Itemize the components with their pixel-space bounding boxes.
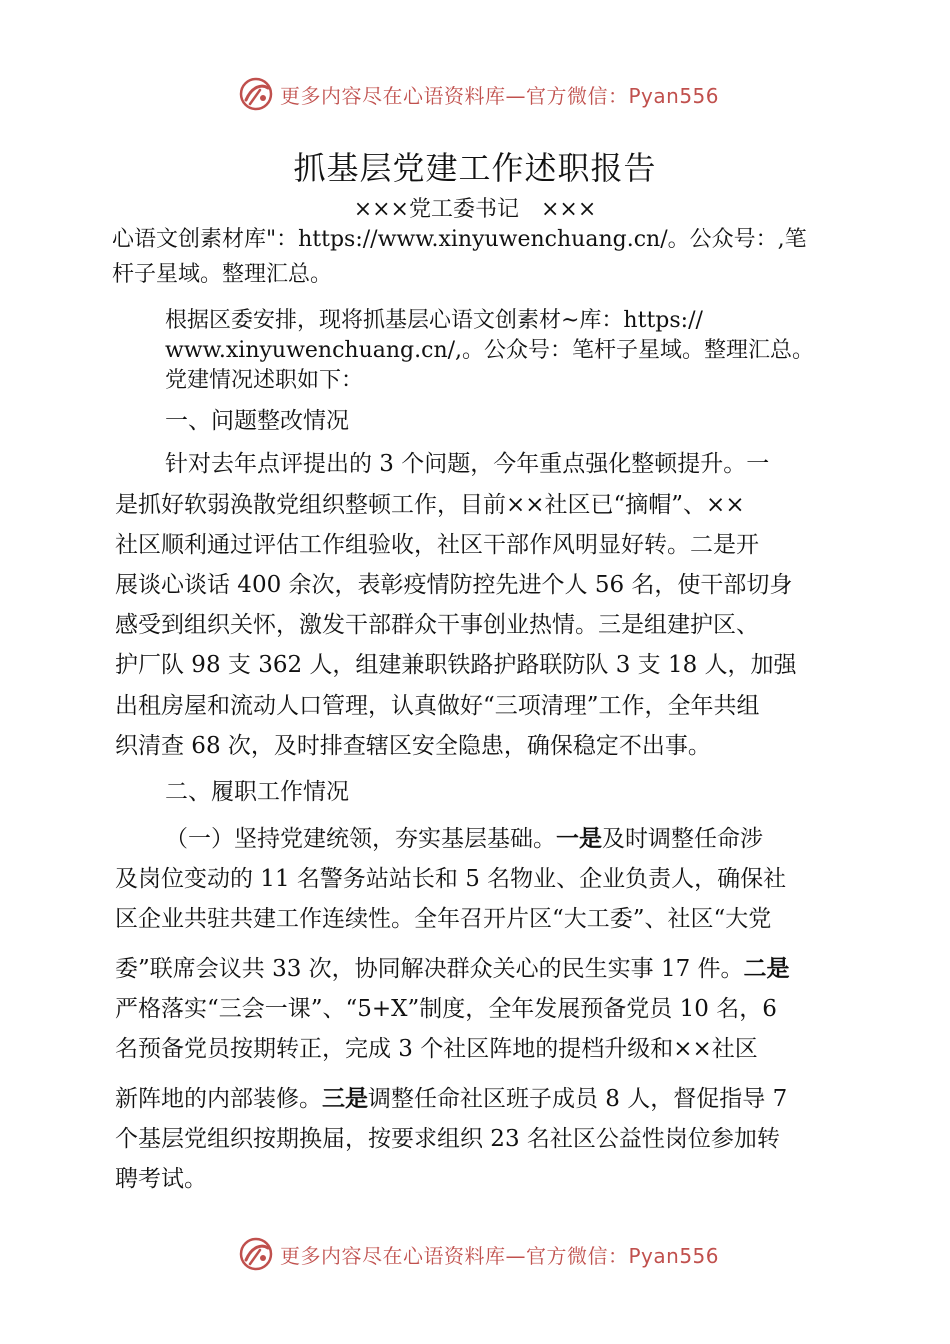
document-byline: ×××党工委书记 ××× [353, 197, 597, 222]
intro-line: 党建情况述职如下： [165, 368, 364, 393]
paragraph-line: 展谈心谈话 400 余次，表彰疫情防控先进个人 56 名，使干部切身 [115, 572, 793, 598]
banner-text: 更多内容尽在心语资料库—官方微信：Pyan556 [280, 84, 720, 108]
paragraph-line [165, 820, 763, 853]
paragraph-line: 护厂队 98 支 362 人，组建兼职铁路护路联防队 3 支 18 人，加强 [115, 652, 797, 678]
paragraph-line: 是抓好软弱涣散党组织整顿工作，目前××社区已“摘帽”、×× [115, 492, 745, 518]
brand-logo-icon [238, 1236, 274, 1272]
intro-line: www.xinyuwenchuang.cn/,。公众号：笔杆子星域。整理汇总。 [165, 338, 815, 363]
paragraph-line [115, 1080, 787, 1113]
text-run: 委”联席会议共 33 次，协同解决群众关心的民生实事 17 件。 [115, 956, 744, 982]
paragraph-line: 出租房屋和流动人口管理，认真做好“三项清理”工作，全年共组 [115, 693, 760, 719]
bold-marker: 一是 [556, 826, 602, 852]
paragraph-line: 感受到组织关怀，激发干部群众干事创业热情。三是组建护区、 [115, 612, 759, 638]
paragraph-line: 及岗位变动的 11 名警务站站长和 5 名物业、企业负责人，确保社 [115, 866, 787, 892]
intro-line: 根据区委安排，现将抓基层心语文创素材~库：https:// [165, 308, 703, 333]
text-run: （一）坚持党建统领，夯实基层基础。 [165, 826, 556, 852]
paragraph-line: 织清查 68 次，及时排查辖区安全隐患，确保稳定不出事。 [115, 733, 711, 759]
paragraph-line [115, 950, 790, 983]
text-run: 调整任命社区班子成员 8 人，督促指导 7 [368, 1086, 788, 1112]
paragraph-line: 个基层党组织按期换届，按要求组织 23 名社区公益性岗位参加转 [115, 1126, 780, 1152]
document-title: 抓基层党建工作述职报告 [293, 149, 657, 187]
paragraph-line: 严格落实“三会一课”、“5+X”制度，全年发展预备党员 10 名，6 [115, 996, 777, 1022]
section-heading: 二、履职工作情况 [165, 779, 349, 805]
paragraph-line: 社区顺利通过评估工作组验收，社区干部作风明显好转。二是开 [115, 532, 759, 558]
banner-text: 更多内容尽在心语资料库—官方微信：Pyan556 [280, 1244, 720, 1268]
bold-marker: 二是 [743, 956, 790, 982]
paragraph-line: 区企业共驻共建工作连续性。全年召开片区“大工委”、社区“大党 [115, 906, 772, 932]
paragraph-line: 聘考试。 [115, 1166, 207, 1192]
bottom-banner [0, 1232, 950, 1276]
source-line: 心语文创素材库"：https://www.xinyuwenchuang.cn/。公众号：,笔 [112, 227, 807, 252]
source-line: 杆子星域。整理汇总。 [112, 262, 333, 287]
paragraph-line: 针对去年点评提出的 3 个问题，今年重点强化整顿提升。一 [165, 451, 770, 477]
section-heading: 一、问题整改情况 [165, 408, 349, 434]
paragraph-line: 名预备党员按期转正，完成 3 个社区阵地的提档升级和××社区 [115, 1036, 758, 1062]
top-banner [0, 72, 950, 116]
bold-marker: 三是 [322, 1086, 368, 1112]
text-run: 新阵地的内部装修。 [115, 1086, 322, 1112]
text-run: 及时调整任命涉 [602, 826, 763, 852]
brand-logo-icon [238, 76, 274, 112]
